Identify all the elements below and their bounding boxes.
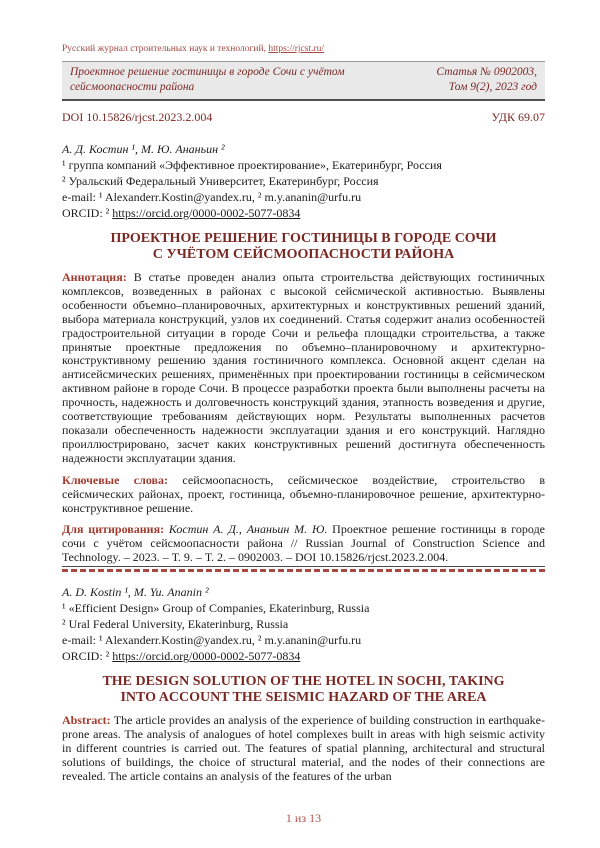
keywords-text-ru: сейсмоопасность, сейсмическое воздействие, строительство в сейсмических районах, проект, гостиница, объемно-планировочное решение, архитектурно-конструктивное решение. [62, 472, 546, 515]
citation-separator-dashed [62, 569, 545, 572]
doi-udc-row [62, 110, 545, 125]
affiliation-1-ru: ¹ группа компаний «Эффективное проектирование», Екатеринбург, Россия [62, 158, 442, 172]
article-title-ru: ПРОЕКТНОЕ РЕШЕНИЕ ГОСТИНИЦЫ В ГОРОДЕ СОЧИ С УЧЁТОМ СЕЙСМООПАСНОСТИ РАЙОНА [110, 231, 497, 262]
email-line-en: e-mail: ¹ Alexanderr.Kostin@yandex.ru, ² m.y.ananin@urfu.ru [62, 633, 362, 648]
orcid-label-ru: ORCID: ² [62, 206, 113, 220]
journal-name: Русский журнал строительных наук и технологий, [62, 44, 269, 54]
article-info: Статья № 0902003, Том 9(2), 2023 год [436, 66, 537, 93]
abstract-text-en: The article provides an analysis of the experience of building construction in earthquake-prone areas. The analysis of analogues of hotel complexes built in areas with high seismic activity in different countries is carried out. The features of spatial planning, architectural and structural solutions of buildings, the choice of structural material, and the nodes of their connections are revealed. The article contains an analysis of the features of the urban [62, 713, 545, 783]
citation-ru [62, 523, 545, 565]
citation-authors-ru: Костин А. Д., Ананьин М. Ю. [168, 522, 328, 537]
abstract-en [62, 714, 545, 784]
email-line-ru: e-mail: ¹ Alexanderr.Kostin@yandex.ru, ² m.y.ananin@urfu.ru [62, 190, 362, 204]
orcid-link-en[interactable]: https://orcid.org/0000-0002-5077-0834 [112, 649, 301, 664]
authors-block-ru [62, 141, 545, 221]
article-title-en: THE DESIGN SOLUTION OF THE HOTEL IN SOCHI, TAKING INTO ACCOUNT THE SEISMIC HAZARD OF THE AREA [102, 674, 505, 706]
orcid-link-ru[interactable]: https://orcid.org/0000-0002-5077-0834 [112, 206, 301, 220]
abstract-label-en: Abstract: [62, 713, 111, 728]
abstract-text-ru: В статье проведен анализ опыта строительства действующих гостиничных комплексов, возведенных в районах с высокой сейсмической активностью. Выявлены особенности объемно–планировочных, архитектурных и конструктивных решений зданий, выбора материала конструкций, узлов их соединений. Статья содержит анализ особенностей градостроительной ситуации в городе Сочи и рельефа площадки строительства, а также принятые проектные предложения по объемно–планировочному и архитектурно-конструктивному решению здания гостиничного комплекса. Основной акцент сделан на антисейсмических решениях, применённых при проектировании гостиницы в сейсмическом активном районе в городе Сочи. В процессе разработки проекта были выполнены расчеты на прочность, надежность и долговечность конструкций здания, этапность возведения и другие, соответствующие требованиям действующих норм. Результаты выполненных расчетов показали обеспеченность надежности эксплуатации здания и его конструкций. Наглядно проиллюстрировано, засчет каких конструктивных решений достигнута обеспеченность надежности эксплуатации здания. [62, 270, 546, 465]
abstract-label-ru: Аннотация: [62, 270, 127, 284]
authors-line-en: A. D. Kostin ¹, M. Yu. Ananin ² [62, 585, 209, 600]
keywords-label-ru: Ключевые слова: [62, 472, 169, 487]
affiliation-2-ru: ² Уральский Федеральный Университет, Екатеринбург, Россия [62, 174, 379, 188]
running-title: Проектное решение гостиницы в городе Сочи с учётом сейсмоопасности района [70, 66, 345, 93]
page-number: 1 из 13 [285, 811, 322, 825]
orcid-line-en [62, 648, 545, 664]
authors-block-en [62, 584, 545, 664]
journal-url-link[interactable]: https://rjcst.ru/ [268, 44, 325, 54]
affiliation-2-en: ² Ural Federal University, Ekaterinburg, Russia [62, 617, 289, 632]
authors-line-ru: А. Д. Костин ¹, М. Ю. Ананьин ² [62, 142, 225, 156]
orcid-line-ru [62, 205, 545, 221]
abstract-ru [62, 271, 545, 466]
doi-text: DOI 10.15826/rjcst.2023.2.004 [62, 110, 213, 124]
keywords-ru [62, 474, 545, 516]
citation-text-ru: Проектное решение гостиницы в городе сочи с учётом сейсмоопасности района // Russian Journal of Construction Science and Technology. – 2023. – Т. 9. – Т. 2. – 0902003. – DOI 10.15826/rjcst.2023.2.004. [62, 522, 545, 565]
journal-header-line [62, 44, 545, 54]
orcid-label-en: ORCID: ² [62, 649, 113, 664]
affiliation-1-en: ¹ «Efficient Design» Group of Companies, Ekaterinburg, Russia [62, 601, 370, 616]
running-head-box [62, 61, 545, 101]
citation-separator-solid [62, 566, 545, 567]
udc-text: УДК 69.07 [491, 110, 545, 124]
citation-label-ru: Для цитирования: [62, 522, 165, 537]
